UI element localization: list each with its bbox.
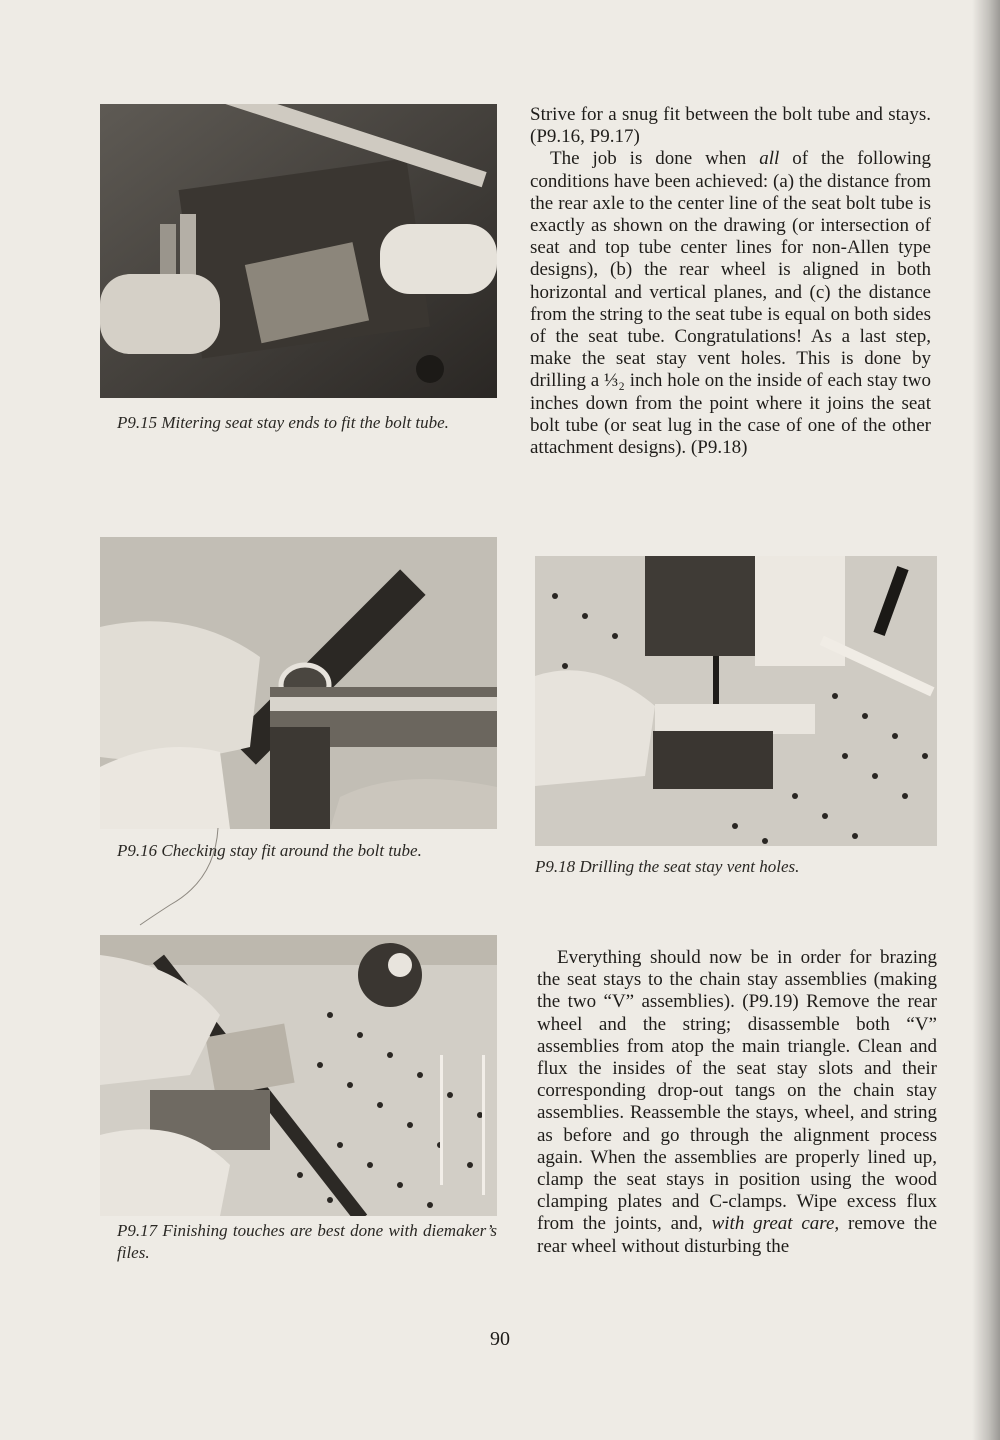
text-column-right-top <box>530 104 931 459</box>
text-segment: of the following conditions have been achieved: (a) the distance from the rear axle to the center line of the seat bolt tube is exactly as shown on the drawing (or intersection of seat and top tube center lines for non-Allen type designs), (b) the rear wheel is aligned in both horizontal and vertical planes, and (c) the distance from the string to the seat tube is equal on both sides of the seat tube. Congratulations! As a last step, make the seat stay vent holes. This is done by drilling a <box>530 148 931 392</box>
photo-frame-joint <box>100 537 497 829</box>
page-edge-shadow <box>972 0 1000 1440</box>
photo-drilling-vent-holes <box>535 556 937 846</box>
emphasis-all: all <box>759 148 780 170</box>
caption-p9-16: P9.16 Checking stay fit around the bolt tube. <box>117 841 422 860</box>
paragraph-snug-fit: Strive for a snug fit between the bolt tube and stays. (P9.16, P9.17) <box>530 104 931 148</box>
text-segment: Everything should now be in order for brazing the seat stays to the chain stay assemblies (making the two “V” assemblies). (P9.19) Remove the rear wheel and the string; disassemble both “V” assemblies from atop the main triangle. Clean and flux the insides of the seat stay slots and their corresponding drop-out tangs on the chain stay assemblies. Reassemble the stays, wheel, and string as before and go through the alignment process again. When the assemblies are properly lined up, clamp the seat stays in position using the wood clamping plates and C-clamps. Wipe excess flux from the joints, and, <box>537 947 937 1235</box>
text-segment: inch hole on the inside of each stay two inches down from the point where it joins the seat bolt tube (or seat lug in the case of one of the other attachment designs). (P9.18) <box>530 370 931 459</box>
page-number: 90 <box>490 1328 510 1350</box>
emphasis-with-great-care: with great care, <box>711 1213 840 1235</box>
photo-files-and-pegboard <box>100 935 497 1216</box>
text-segment: remove the rear wheel without disturbing the <box>537 1213 937 1257</box>
photo-mitering-seat-stay <box>100 104 497 398</box>
photo-drill-and-pegboard <box>535 556 937 846</box>
caption-p9-17: P9.17 Finishing touches are best done with diemaker’s files. <box>117 1221 497 1262</box>
text-column-right-bottom <box>537 947 937 1258</box>
photo-checking-stay-fit <box>100 537 497 829</box>
photo-vise-and-file <box>100 104 497 398</box>
photo-finishing-touches <box>100 935 497 1216</box>
paragraph-brazing <box>537 947 937 1258</box>
fraction-one-thirty-second: ⅓₂ <box>604 370 625 392</box>
caption-p9-15: P9.15 Mitering seat stay ends to fit the bolt tube. <box>117 413 449 432</box>
paragraph-job-done <box>530 148 931 459</box>
text-segment: The job is done when <box>550 148 760 170</box>
caption-p9-18: P9.18 Drilling the seat stay vent holes. <box>535 857 800 876</box>
